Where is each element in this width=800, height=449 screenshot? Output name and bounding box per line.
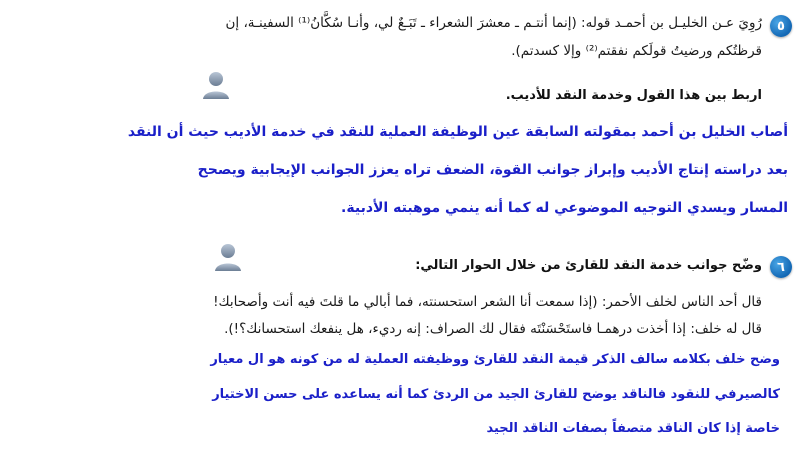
question-5-number: ٥: [777, 18, 785, 34]
question-6-dialogue-line-1: قال أحد الناس لخلف الأحمر: (إذا سمعت أنا الشعر استحسنته، فما أبالي ما قلتَ فيه أنت وأصحابك!: [213, 294, 762, 310]
question-5-prompt: اربط بين هذا القول وخدمة النقد للأديب.: [505, 88, 762, 103]
question-5-answer-line-1: أصاب الخليل بن أحمد بمقولته السابقة عين الوظيفة العملية للنقد في خدمة الأديب حيث أن النقد: [127, 124, 788, 140]
question-5-line-1: رُوِيَ عـن الخليـل بن أحمـد قوله: (إنما أنتـم ـ معشرَ الشعراء ـ تَبَـعٌ لي، وأنـا سُكَّانُ⁽¹⁾ السفينـة، إن: [225, 15, 762, 31]
question-6-prompt: وضّح جوانب خدمة النقد للقارئ من خلال الحوار التالي:: [415, 258, 762, 273]
question-5-answer-line-3: المسار ويسدي التوجيه الموضوعي له كما أنه ينمي موهبته الأدبية.: [341, 200, 788, 216]
question-6-answer-line-2: كالصيرفي للنقود فالناقد يوضح للقارئ الجيد من الردئ كما أنه يساعده على حسن الاختيار: [212, 387, 780, 402]
question-6-number-icon: [770, 256, 792, 278]
user-avatar-icon: [212, 240, 244, 272]
question-5-line-2: قرظتُكم ورضيتُ قولَكم نفقتم⁽²⁾ وإلا كسدتم).: [511, 43, 762, 59]
question-5-number-icon: [770, 15, 792, 37]
question-5-answer-line-2: بعد دراسته إنتاج الأديب وإبراز جوانب القوة، الضعف تراه يعزز الجوانب الإيجابية ويصحح: [197, 162, 788, 178]
question-6-answer-line-1: وضح خلف بكلامه سالف الذكر قيمة النقد للقارئ ووظيفته العملية له من كونه هو ال معيار: [210, 352, 780, 367]
question-6-answer-line-3: خاصة إذا كان الناقد متصفاً بصفات الناقد الجيد: [486, 421, 780, 436]
question-6-number: ٦: [777, 259, 785, 275]
question-6-dialogue-line-2: قال له خلف: إذا أخذت درهمـا فاستَحْسَنْتَه فقال لك الصراف: إنه رديء، هل ينفعك استحسانك؟!).: [224, 321, 762, 337]
user-avatar-icon: [200, 68, 232, 100]
